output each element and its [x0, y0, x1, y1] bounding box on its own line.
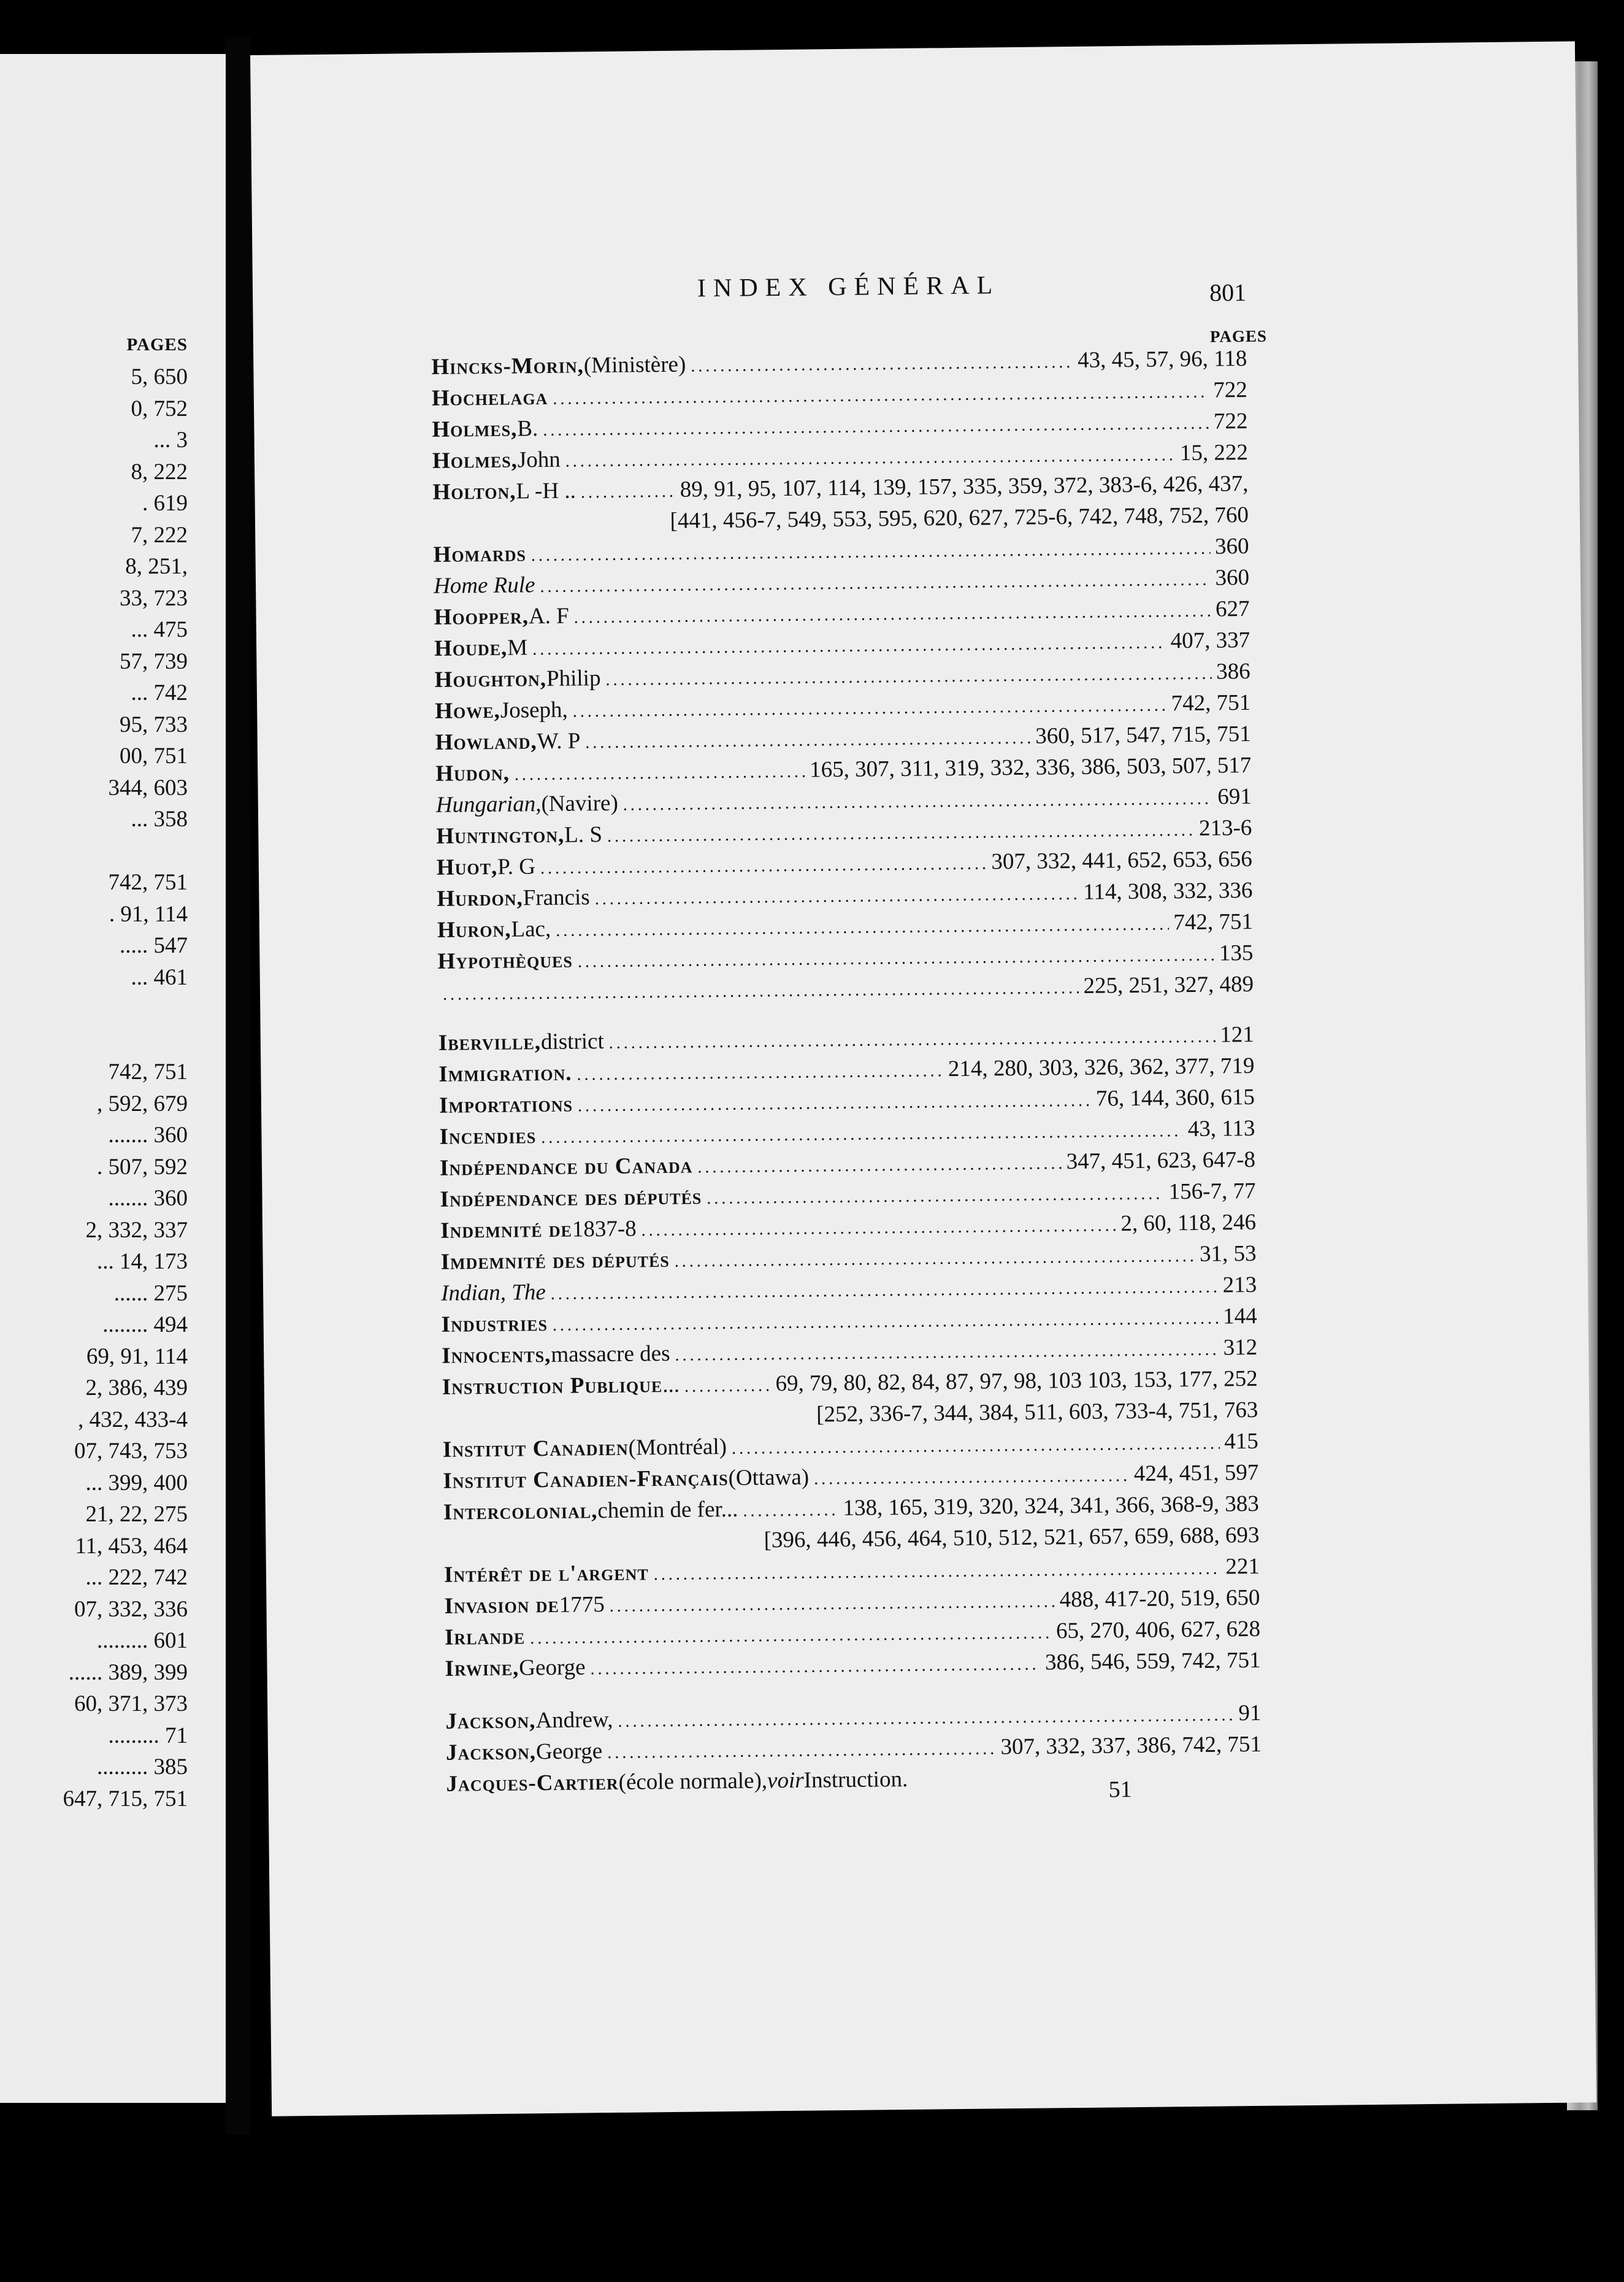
dot-leader [574, 602, 1211, 628]
entry-heading: Hincks-Morin, [431, 353, 584, 380]
left-page-row: , 592, 679 [97, 1091, 188, 1116]
entry-pages: 221 [1225, 1553, 1260, 1580]
entry-qualifier: (Ottawa) [728, 1464, 810, 1491]
entry-qualifier: M [507, 635, 528, 661]
dot-leader [675, 1247, 1195, 1272]
dot-leader [590, 1654, 1040, 1679]
left-page-row: ... 461 [131, 964, 188, 990]
entry-heading: Intercolonial, [443, 1497, 598, 1525]
entry-heading-italic: Hungarian, [435, 791, 542, 818]
left-page-row: 2, 386, 439 [85, 1375, 188, 1400]
left-page-row: 07, 743, 753 [74, 1439, 188, 1464]
entry-pages: 386, 546, 559, 742, 751 [1044, 1647, 1261, 1675]
entry-qualifier: (école normale), [618, 1768, 768, 1796]
entry-pages: 742, 751 [1171, 690, 1251, 716]
dot-leader [565, 445, 1175, 471]
left-page-row: , 432, 433-4 [78, 1407, 188, 1432]
left-page-row: ......... 601 [97, 1628, 188, 1653]
left-page-row: 21, 22, 275 [85, 1502, 188, 1527]
left-page-row: ... 358 [131, 807, 188, 832]
entry-qualifier: P. G [497, 854, 536, 880]
left-page-row: 8, 251, [125, 554, 188, 579]
dot-leader [618, 1706, 1233, 1732]
entry-pages: 742, 751 [1173, 909, 1254, 935]
entry-heading: Intérêt de l'argent [443, 1559, 649, 1588]
entry-pages: 69, 79, 80, 82, 84, 87, 97, 98, 103 103, 153, 177, 252 [775, 1366, 1258, 1396]
left-page-row: 00, 751 [120, 743, 188, 769]
index-entry-continuation: [396, 446, 456, 464, 510, 512, 521, 657, 659, 688, 693 [764, 1522, 1260, 1553]
entry-pages: 2, 60, 118, 246 [1120, 1209, 1257, 1236]
book-gutter [226, 37, 250, 2135]
entry-heading: Hochelaga [431, 384, 548, 411]
entry-pages: 312 [1223, 1334, 1258, 1361]
entry-see-target: Instruction. [803, 1767, 908, 1793]
entry-pages: 360 [1215, 564, 1250, 591]
entry-heading: Importations [439, 1091, 573, 1118]
dot-leader [551, 1277, 1218, 1304]
entry-pages: 691 [1217, 783, 1252, 810]
dot-leader [443, 978, 1079, 1005]
entry-heading: Institut Canadien-Français [443, 1465, 729, 1494]
entry-qualifier: L. S [564, 822, 603, 848]
dot-leader [540, 855, 987, 879]
entry-pages: 360 [1214, 533, 1249, 559]
dot-leader [609, 1027, 1216, 1053]
left-page-row: 742, 751 [108, 1059, 188, 1085]
entry-pages: 135 [1219, 940, 1254, 966]
left-page-row: 742, 751 [108, 870, 188, 895]
dot-leader [540, 570, 1210, 597]
index-page [250, 41, 1596, 2116]
left-page-row: ...... 389, 399 [68, 1659, 188, 1685]
left-page-row: 95, 733 [120, 712, 188, 737]
entry-pages: 31, 53 [1199, 1240, 1257, 1267]
entry-pages: 214, 280, 303, 326, 362, 377, 719 [948, 1053, 1255, 1081]
dot-leader [541, 1121, 1183, 1148]
entry-qualifier: ... [662, 1372, 680, 1397]
entry-heading: Indemnité de [440, 1216, 573, 1243]
dot-leader [553, 1308, 1219, 1335]
dot-leader [610, 1592, 1055, 1616]
left-page-row: 57, 739 [120, 648, 188, 674]
dot-leader [691, 353, 1073, 377]
entry-pages: 43, 45, 57, 96, 118 [1077, 346, 1247, 373]
dot-leader [732, 1434, 1220, 1458]
entry-pages: 360, 517, 547, 715, 751 [1035, 721, 1251, 749]
dot-leader [576, 1061, 943, 1085]
dot-leader [578, 1091, 1091, 1116]
entry-heading: Jackson, [445, 1708, 536, 1735]
entry-heading: Indépendance des députés [440, 1183, 702, 1212]
entry-heading: Holmes, [432, 447, 518, 474]
entry-heading: Huron, [437, 916, 511, 943]
dot-leader [573, 696, 1166, 721]
pages-column-label: PAGES [1209, 326, 1268, 346]
dot-leader [743, 1500, 838, 1521]
entry-pages: 91 [1238, 1700, 1262, 1726]
entry-heading: Invasion de [444, 1592, 560, 1619]
dot-leader [578, 946, 1214, 972]
entry-qualifier: Andrew, [535, 1707, 613, 1734]
left-page-row: ... 399, 400 [85, 1470, 188, 1496]
entry-heading: Industries [441, 1310, 548, 1337]
dot-leader [595, 885, 1079, 909]
dot-leader [654, 1559, 1221, 1585]
entry-pages: 722 [1213, 409, 1248, 434]
dot-leader [642, 1216, 1116, 1240]
entry-pages: 307, 332, 441, 652, 653, 656 [991, 846, 1253, 875]
entry-pages: 213-6 [1198, 815, 1252, 841]
entry-heading: Hoopper, [434, 604, 529, 630]
entry-heading: Innocents, [442, 1342, 551, 1369]
entry-heading: Hurdon, [437, 885, 523, 912]
left-page-row: ......... 385 [97, 1754, 188, 1780]
left-page-row: 0, 752 [131, 396, 188, 421]
left-page-row: 647, 715, 751 [63, 1786, 188, 1811]
sheet-number: 51 [1108, 1777, 1132, 1803]
entry-heading: Holmes, [432, 416, 518, 442]
entry-qualifier: B. [517, 416, 538, 442]
entry-qualifier: Joseph, [500, 697, 569, 723]
dot-leader [623, 789, 1213, 815]
page-number: 801 [1209, 279, 1247, 307]
entry-heading: Huot, [436, 854, 498, 880]
entry-pages: 627 [1215, 596, 1250, 622]
left-page-row: ....... 360 [108, 1186, 188, 1211]
index-entry-continuation: [252, 336-7, 344, 384, 511, 603, 733-4, 751, 763 [816, 1397, 1258, 1427]
entry-heading: Instruction Publique [442, 1372, 663, 1400]
running-head: INDEX GÉNÉRAL [697, 271, 1000, 303]
entry-pages: 156-7, 77 [1168, 1178, 1256, 1205]
left-pages-label: PAGES [126, 335, 188, 355]
left-page-row: 60, 371, 373 [74, 1691, 188, 1716]
dot-leader [530, 1623, 1051, 1648]
dot-leader [607, 1740, 996, 1764]
left-page-row: ... 222, 742 [85, 1565, 188, 1590]
dot-leader [605, 664, 1211, 690]
entry-heading-italic: Indian, The [440, 1279, 546, 1306]
entry-pages: 415 [1224, 1428, 1258, 1454]
entry-heading: Incendies [439, 1123, 537, 1150]
entry-heading: Homards [433, 541, 527, 567]
entry-pages: 722 [1213, 377, 1248, 403]
dot-leader [515, 763, 805, 785]
entry-heading: Imdemnité des députés [440, 1247, 670, 1275]
entry-heading: Indépendance du Canada [439, 1153, 693, 1181]
entry-qualifier: George [535, 1738, 603, 1765]
entry-pages: 114, 308, 332, 336 [1083, 877, 1253, 905]
entry-qualifier: John [517, 447, 561, 473]
entry-pages: 386 [1216, 658, 1251, 685]
left-page-row: . 507, 592 [97, 1154, 188, 1180]
entry-heading: Houde, [434, 635, 508, 661]
entry-heading: Immigration. [439, 1060, 572, 1087]
entry-pages: 65, 270, 406, 627, 628 [1055, 1616, 1261, 1643]
entry-heading: Iberville, [438, 1029, 542, 1056]
left-page-row: . 91, 114 [109, 901, 188, 927]
entry-qualifier: 1775 [559, 1591, 605, 1618]
entry-qualifier: A. F [528, 603, 569, 629]
entry-qualifier: (Montréal) [628, 1434, 727, 1461]
entry-heading: Houghton, [434, 666, 547, 693]
left-page-row: 69, 91, 114 [86, 1343, 188, 1369]
entry-see-also: voir [767, 1767, 804, 1794]
entry-heading: Jackson, [445, 1739, 537, 1766]
entry-pages: 43, 113 [1187, 1115, 1255, 1142]
dot-leader [684, 1376, 771, 1396]
entry-pages: 347, 451, 623, 647-8 [1066, 1147, 1256, 1174]
entry-qualifier: Philip [546, 666, 601, 691]
entry-qualifier: George [519, 1654, 586, 1681]
entry-heading: Hudon, [435, 760, 510, 786]
dot-leader [814, 1466, 1129, 1489]
dot-leader [707, 1184, 1164, 1208]
entry-heading: Holton, [432, 478, 516, 505]
left-page-row: 11, 453, 464 [75, 1533, 188, 1559]
left-page-row: 8, 222 [131, 459, 188, 485]
entry-heading-italic: Home Rule [433, 572, 535, 599]
entry-heading: Howe, [435, 697, 501, 724]
dot-leader [556, 915, 1168, 940]
entry-pages: 307, 332, 337, 386, 742, 751 [1000, 1732, 1262, 1760]
entry-qualifier: W. P [537, 728, 581, 755]
entry-pages: 407, 337 [1170, 627, 1251, 654]
left-page-row: 07, 332, 336 [74, 1596, 188, 1622]
dot-leader [581, 482, 675, 503]
entry-heading: Jacques-Cartier [446, 1770, 619, 1797]
entry-heading: Irlande [444, 1624, 526, 1650]
left-page-row: ...... 275 [113, 1280, 188, 1306]
dot-leader [585, 729, 1030, 753]
entry-pages: 15, 222 [1179, 440, 1249, 466]
entry-pages: 76, 144, 360, 615 [1095, 1084, 1255, 1112]
dot-leader [675, 1340, 1218, 1365]
entry-heading: Institut Canadien [442, 1435, 629, 1462]
dot-leader [607, 821, 1194, 847]
entry-pages: 488, 417-20, 519, 650 [1059, 1585, 1260, 1612]
entry-qualifier: massacre des [551, 1340, 670, 1367]
left-page-row: ........ 494 [102, 1312, 188, 1337]
entry-qualifier: (Ministère) [583, 352, 686, 378]
entry-heading: Irwine, [445, 1655, 519, 1681]
left-page-row: 2, 332, 337 [85, 1217, 188, 1243]
left-page-row: ......... 71 [108, 1723, 188, 1748]
left-page-row: 5, 650 [131, 364, 188, 390]
entry-qualifier: Lac, [511, 916, 551, 942]
entry-heading: Huntington, [436, 822, 565, 849]
entry-pages: 165, 307, 311, 319, 332, 336, 386, 503, 507, 517 [809, 752, 1252, 783]
left-page-row: ..... 547 [120, 933, 188, 958]
dot-leader [553, 383, 1208, 409]
entry-pages: 121 [1220, 1021, 1255, 1048]
left-page-row: 7, 222 [131, 522, 188, 548]
entry-heading: Howland, [435, 729, 537, 755]
left-page-row: 33, 723 [120, 585, 188, 611]
dot-leader [531, 539, 1210, 566]
left-page-row: . 619 [142, 491, 188, 516]
left-page-row: ....... 360 [108, 1123, 188, 1148]
dot-leader [697, 1154, 1062, 1177]
index-entry-continuation: [441, 456-7, 549, 553, 595, 620, 627, 725-6, 742, 748, 752, 760 [670, 502, 1249, 534]
left-page-row: ... 3 [153, 428, 188, 453]
entry-pages: 225, 251, 327, 489 [1083, 971, 1254, 999]
entry-pages: 89, 91, 95, 107, 114, 139, 157, 335, 359, 372, 383-6, 426, 437, [680, 471, 1249, 502]
left-page-row: ... 14, 173 [97, 1249, 188, 1274]
left-facing-page [0, 54, 226, 2103]
entry-qualifier: L -H .. [516, 478, 576, 504]
left-page-row: 344, 603 [108, 775, 188, 801]
entry-qualifier: chemin de fer... [597, 1496, 738, 1523]
entry-qualifier: Francis [523, 885, 590, 911]
entry-pages: 138, 165, 319, 320, 324, 341, 366, 368-9, 383 [843, 1491, 1260, 1521]
entry-qualifier: district [540, 1028, 604, 1055]
entry-pages: 424, 451, 597 [1133, 1459, 1259, 1486]
dot-leader [543, 414, 1209, 440]
entry-qualifier: 1837-8 [572, 1216, 637, 1242]
entry-qualifier: (Navire) [541, 790, 618, 817]
entry-heading: Hypothèques [437, 947, 573, 974]
dot-leader [532, 633, 1166, 659]
entry-pages: 144 [1222, 1303, 1257, 1329]
left-page-row: ... 742 [131, 680, 188, 705]
entry-pages: 213 [1222, 1272, 1257, 1298]
left-page-row: ... 475 [131, 617, 188, 642]
